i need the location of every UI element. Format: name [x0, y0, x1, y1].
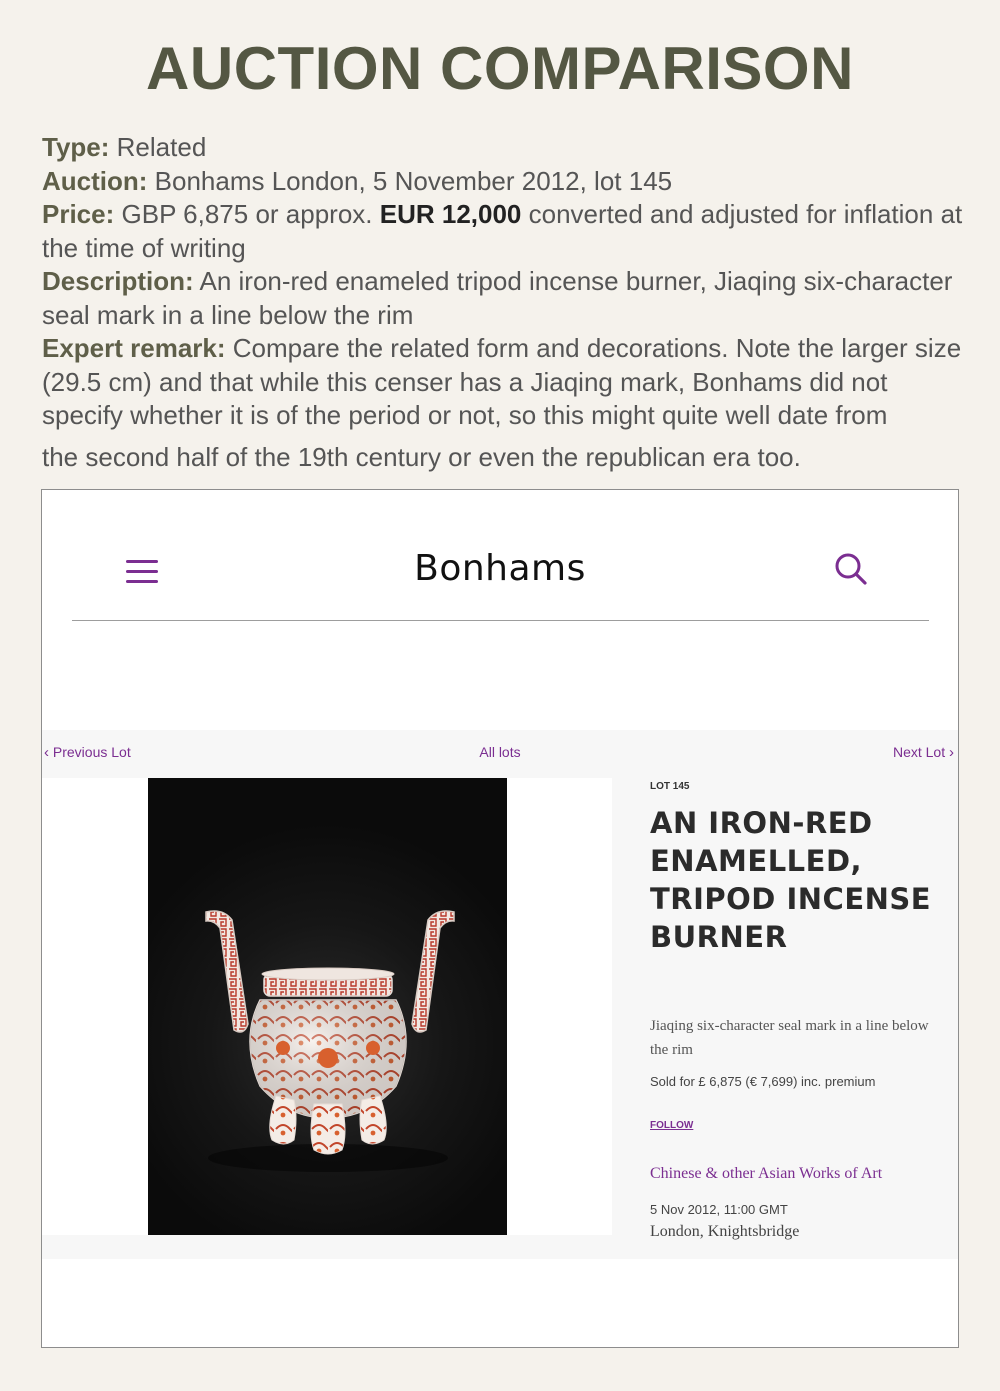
description-line — [42, 265, 967, 332]
bonhams-screenshot — [41, 489, 959, 1348]
header-divider — [72, 620, 929, 621]
chevron-left-icon: ‹ — [44, 744, 49, 761]
incense-burner-illustration — [148, 778, 507, 1235]
description-label: Description: — [42, 266, 194, 296]
remark-last-line: the second half of the 19th century or even the republican era too. — [42, 441, 801, 472]
sold-price: Sold for £ 6,875 (€ 7,699) inc. premium — [650, 1074, 876, 1089]
magnifier-search-icon[interactable] — [834, 552, 868, 586]
price-note: converted and adjusted for inflation at the time of writing — [42, 199, 963, 263]
lot-number: LOT 145 — [650, 781, 690, 792]
lot-image-area — [42, 778, 612, 1235]
sale-date: 5 Nov 2012, 11:00 GMT — [650, 1202, 788, 1217]
auction-value: Bonhams London, 5 November 2012, lot 145 — [154, 165, 673, 196]
page-heading: AUCTION COMPARISON — [146, 35, 854, 102]
auction-line — [42, 165, 967, 199]
sale-link[interactable]: Chinese & other Asian Works of Art — [650, 1165, 883, 1182]
next-lot-link[interactable] — [893, 744, 954, 761]
price-converted: EUR 12,000 — [379, 199, 522, 229]
image-bottom-strip — [42, 1235, 612, 1259]
chevron-right-icon: › — [949, 744, 954, 761]
description-value: An iron-red enameled tripod incense burner, Jiaqing six-character seal mark in a line below the rim — [42, 266, 953, 330]
all-lots-link[interactable]: All lots — [479, 744, 521, 760]
lot-details — [612, 778, 958, 1259]
type-label: Type: — [42, 132, 110, 162]
bonhams-logo[interactable]: Bonhams — [414, 548, 586, 589]
auction-label: Auction: — [42, 165, 148, 196]
type-value: Related — [116, 132, 207, 162]
comparison-info — [42, 131, 967, 474]
previous-lot-label: Previous Lot — [52, 744, 131, 760]
lot-mark: Jiaqing six-character seal mark in a line below the rim — [650, 1018, 929, 1058]
type-line — [42, 131, 967, 165]
price-value: GBP 6,875 or approx. — [121, 199, 373, 229]
price-line — [42, 198, 967, 265]
next-lot-label: Next Lot — [892, 744, 946, 760]
follow-button[interactable]: FOLLOW — [650, 1120, 694, 1131]
site-header — [42, 490, 958, 622]
remark-line — [42, 332, 967, 433]
sale-venue: London, Knightsbridge — [650, 1223, 800, 1240]
lot-navigation — [42, 730, 958, 778]
price-label: Price: — [42, 199, 115, 229]
lot-image[interactable] — [148, 778, 507, 1235]
remark-label: Expert remark: — [42, 333, 226, 363]
remark-value: Compare the related form and decorations. Note the larger size (29.5 cm) and that while this censer has a Jiaqing mark, Bonhams did not specify whether it is of the period or not, so this might quite well date from — [42, 333, 962, 430]
lot-title: AN IRON-RED ENAMELLED, TRIPOD INCENSE BURNER — [650, 806, 932, 954]
